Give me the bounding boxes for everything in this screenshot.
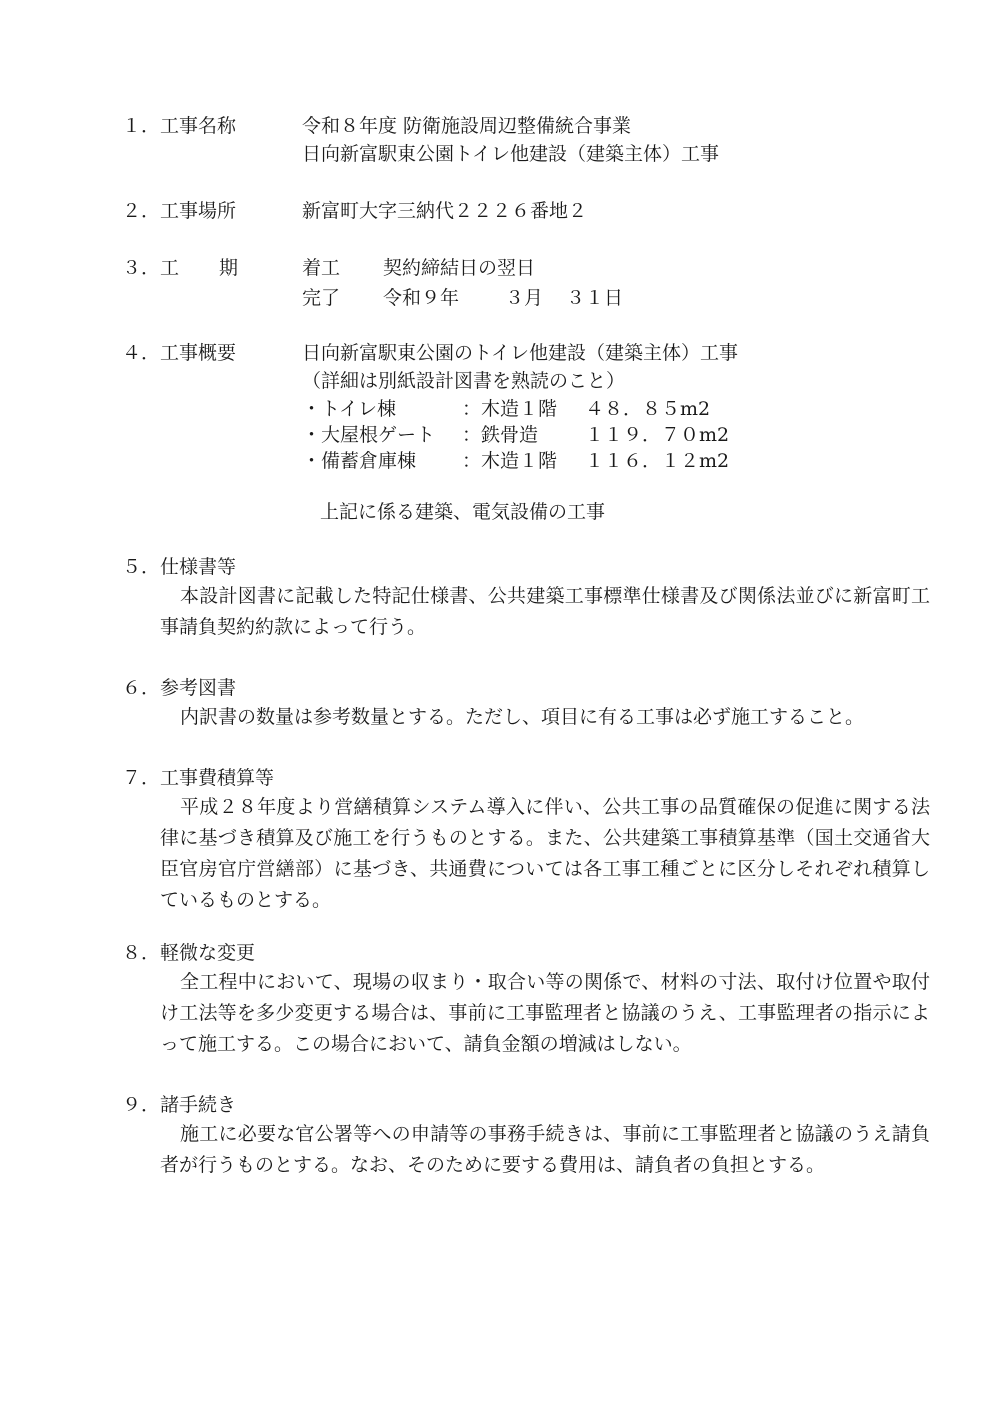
section-label: 工事概要 bbox=[160, 342, 237, 364]
section-label: 工事費積算等 bbox=[160, 767, 275, 789]
section-number: ３． bbox=[122, 257, 161, 279]
building-name: ・トイレ棟 bbox=[302, 398, 397, 420]
section-label: 軽微な変更 bbox=[160, 942, 256, 964]
section-number: ５． bbox=[122, 556, 161, 578]
section-number: ８． bbox=[122, 942, 161, 964]
end-month: ３月 bbox=[505, 287, 544, 309]
end-era: 令和９年 bbox=[383, 287, 460, 309]
overview-note: 上記に係る建築、電気設備の工事 bbox=[320, 501, 606, 523]
section-body: 施工に必要な官公署等への申請等の事務手続きは、事前に工事監理者と協議のうえ請負者が行うものとする。なお、そのために要する費用は、請負者の負担とする。 bbox=[160, 1123, 930, 1176]
building-name: ・備蓄倉庫棟 bbox=[302, 450, 417, 472]
section-number: ７． bbox=[122, 767, 161, 789]
section-label: 工事名称 bbox=[160, 115, 237, 137]
overview-line-2: （詳細は別紙設計図書を熟読のこと） bbox=[302, 370, 626, 392]
overview-line-1: 日向新富駅東公園のトイレ他建設（建築主体）工事 bbox=[302, 342, 739, 364]
end-day: ３１日 bbox=[566, 287, 624, 309]
project-name-line-2: 日向新富駅東公園トイレ他建設（建築主体）工事 bbox=[302, 143, 720, 165]
building-structure: ：木造１階 bbox=[462, 450, 558, 472]
building-structure: ：鉄骨造 bbox=[462, 424, 539, 446]
building-area: ４８．８５m2 bbox=[585, 398, 711, 420]
start-value: 契約締結日の翌日 bbox=[383, 257, 536, 279]
building-area: １１６．１２m2 bbox=[585, 450, 730, 472]
section-body: 内訳書の数量は参考数量とする。ただし、項目に有る工事は必ず施工すること。 bbox=[180, 706, 865, 728]
section-label-part-2: 期 bbox=[219, 257, 239, 279]
section-body: 本設計図書に記載した特記仕様書、公共建築工事標準仕様書及び関係法並びに新富町工事請負契約約款によって行う。 bbox=[160, 585, 930, 638]
section-body: 平成２８年度より営繕積算システム導入に伴い、公共工事の品質確保の促進に関する法律に基づき積算及び施工を行うものとする。また、公共建築工事積算基準（国土交通省大臣官房官庁営繕部）に基づき、共通費については各工事工種ごとに区分しそれぞれ積算しているものとする。 bbox=[160, 796, 930, 911]
section-body: 全工程中において、現場の収まり・取合い等の関係で、材料の寸法、取付け位置や取付け工法等を多少変更する場合は、事前に工事監理者と協議のうえ、工事監理者の指示によって施工する。この場合において、請負金額の増減はしない。 bbox=[160, 971, 930, 1055]
section-number: ４． bbox=[122, 342, 161, 364]
building-structure: ：木造１階 bbox=[462, 398, 558, 420]
section-number: ６． bbox=[122, 677, 161, 699]
section-number: １． bbox=[122, 115, 161, 137]
building-name: ・大屋根ゲート bbox=[302, 424, 436, 446]
section-label: 諸手続き bbox=[160, 1094, 237, 1116]
section-label: 工事場所 bbox=[160, 200, 237, 222]
start-label: 着工 bbox=[302, 257, 341, 279]
section-label-part-1: 工 bbox=[160, 257, 180, 279]
section-number: ２． bbox=[122, 200, 161, 222]
building-area: １１９．７０m2 bbox=[585, 424, 730, 446]
section-number: ９． bbox=[122, 1094, 161, 1116]
section-label: 仕様書等 bbox=[160, 556, 237, 578]
section-label: 参考図書 bbox=[160, 677, 237, 699]
project-name-line-1: 令和８年度 防衛施設周辺整備統合事業 bbox=[302, 115, 632, 137]
work-location: 新富町大字三納代２２２６番地２ bbox=[302, 200, 588, 222]
end-label: 完了 bbox=[302, 287, 341, 309]
